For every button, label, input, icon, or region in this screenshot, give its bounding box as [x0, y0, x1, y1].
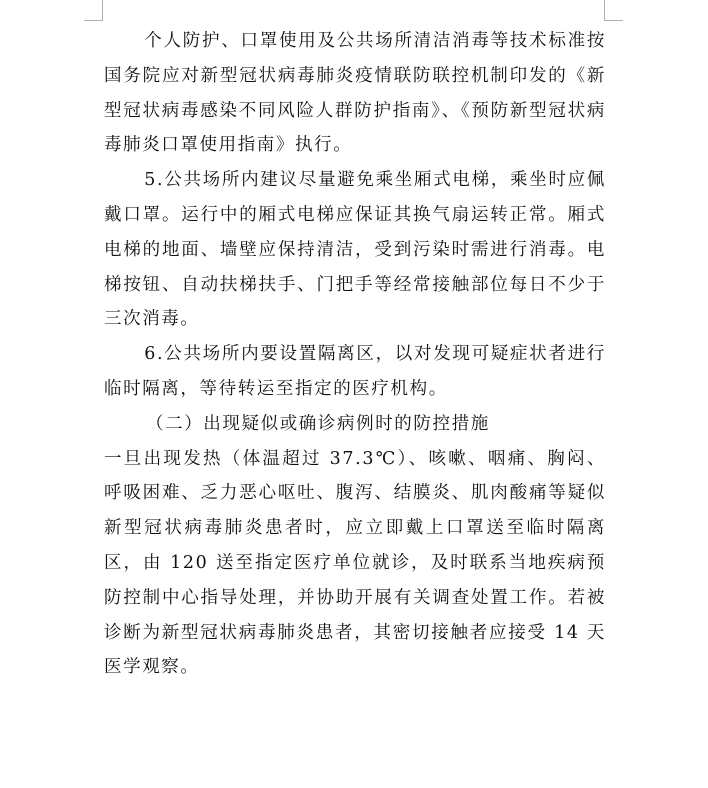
page-corner-mark-top-left	[84, 0, 103, 21]
paragraph-suspected-case-measures: 一旦出现发热（体温超过 37.3℃）、咳嗽、咽痛、胸闷、呼吸困难、乏力恶心呕吐、腹泻、结膜炎、肌肉酸痛等疑似新型冠状病毒肺炎患者时，应立即戴上口罩送至临时隔离区，由 120 送至指定医疗单位就诊，及时联系当地疾病预防控制中心指导处理，并协助开展有关调查处置工作。若被诊断为新型冠状病毒肺炎患者，其密切接触者应接受 14 天医学观察。	[104, 448, 606, 678]
page-corner-mark-top-right	[604, 0, 623, 21]
paragraph-isolation-area: 6.公共场所内要设置隔离区，以对发现可疑症状者进行临时隔离，等待转运至指定的医疗机构。	[104, 344, 606, 399]
paragraph-protection-standards: 个人防护、口罩使用及公共场所清洁消毒等技术标准按国务院应对新型冠状病毒肺炎疫情联防联控机制印发的《新型冠状病毒感染不同风险人群防护指南》、《预防新型冠状病毒肺炎口罩使用指南》执行。	[104, 31, 606, 156]
paragraph-elevator-rules: 5.公共场所内建议尽量避免乘坐厢式电梯，乘坐时应佩戴口罩。运行中的厢式电梯应保证其换气扇运转正常。厢式电梯的地面、墙壁应保持清洁，受到污染时需进行消毒。电梯按钮、自动扶梯扶手、门把手等经常接触部位每日不少于三次消毒。	[104, 170, 606, 330]
document-page	[104, 24, 606, 685]
section-heading: （二）出现疑似或确诊病例时的防控措施	[146, 413, 490, 434]
